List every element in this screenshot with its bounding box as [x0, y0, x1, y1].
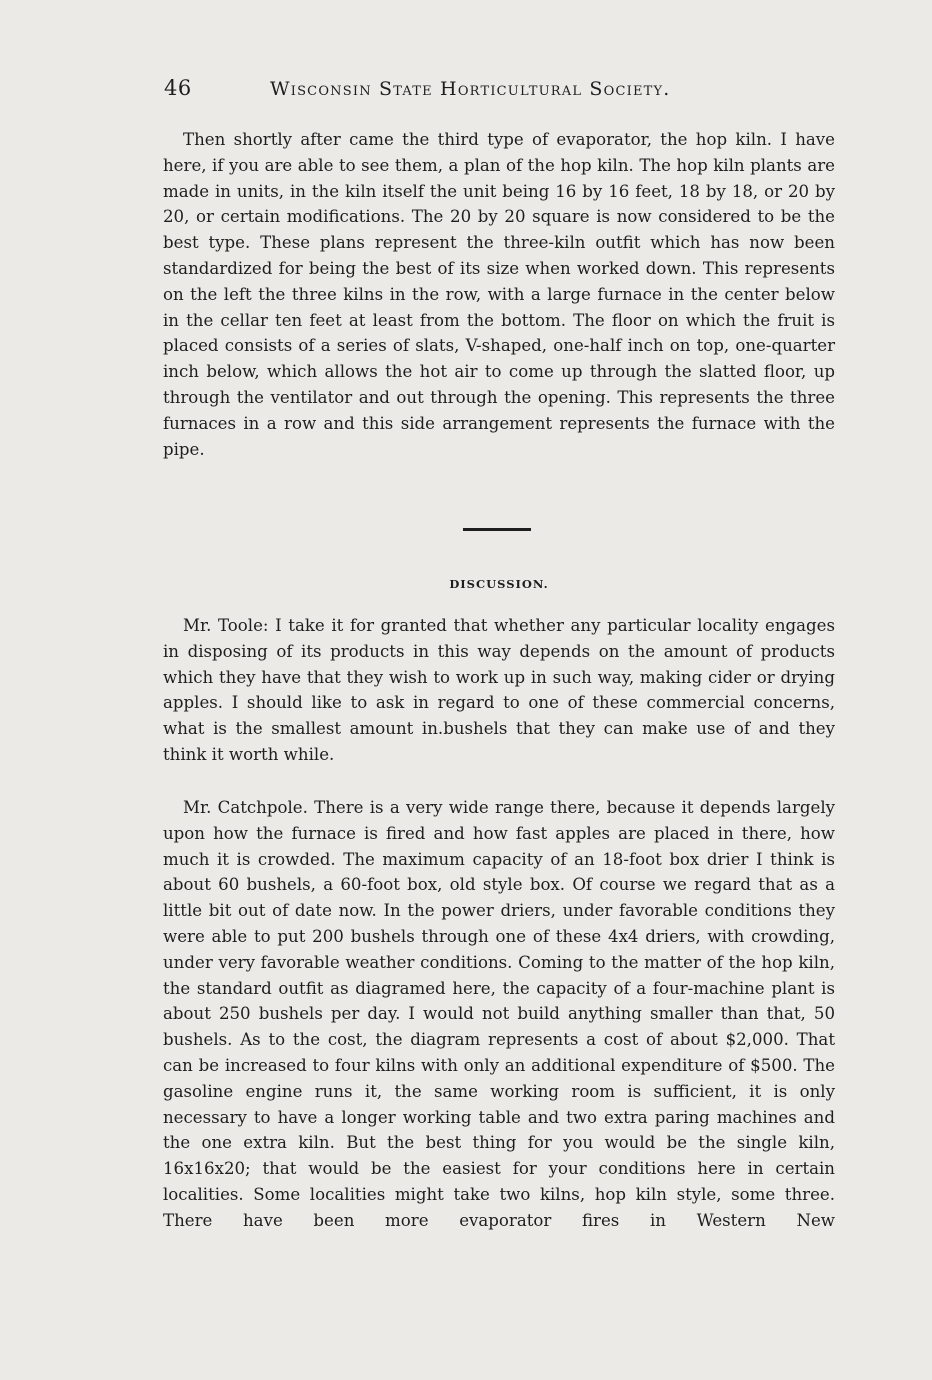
page-header — [164, 76, 836, 106]
page-number: 46 — [164, 76, 192, 100]
section-divider — [463, 528, 531, 531]
running-title: Wisconsin State Horticultural Society. — [270, 78, 671, 100]
discussion-paragraph-toole: Mr. Toole: I take it for granted that whether any particular locality engages in disposing of its products in this way depends on the amount of products which they have that they wish to work up in such way, making cider or drying apples. I should like to ask in regard to one of these commercial concerns, what is the smallest amount in.bushels that they can make use of and they think it worth while. — [163, 616, 835, 764]
intro-paragraph: Then shortly after came the third type of evaporator, the hop kiln. I have here, if you are able to see them, a plan of the hop kiln. The hop kiln plants are made in units, in the kiln itself the unit being 16 by 16 feet, 18 by 18, or 20 by 20, or certain modifications. The 20 by 20 square is now considered to be the best type. These plans represent the three-kiln outfit which has now been standardized for being the best of its size when worked down. This represents on the left the three kilns in the row, with a large furnace in the center below in the cellar ten feet at least from the bottom. The floor on which the fruit is placed consists of a series of slats, V-shaped, one-half inch on top, one-quarter inch below, which allows the hot air to come up through the slatted floor, up through the ventilator and out through the opening. This represents the three furnaces in a row and this side arrangement represents the furnace with the pipe. — [163, 130, 835, 459]
discussion-paragraph-catchpole: Mr. Catchpole. There is a very wide range there, because it depends largely upon how the furnace is fired and how fast apples are placed in there, how much it is crowded. The maximum capacity of an 18-foot box drier I think is about 60 bushels, a 60-foot box, old style box. Of course we regard that as a little bit out of date now. In the power driers, under favorable conditions they were able to put 200 bushels through one of these 4x4 driers, with crowding, under very favorable weather conditions. Coming to the matter of the hop kiln, the standard outfit as diagramed here, the capacity of a four-machine plant is about 250 bushels per day. I would not build anything smaller than that, 50 bushels. As to the cost, the diagram represents a cost of about $2,000. That can be increased to four kilns with only an additional expenditure of $500. The gasoline engine runs it, the same working room is sufficient, it is only necessary to have a longer working table and two extra paring machines and the one extra kiln. But the best thing for you would be the single kiln, 16x16x20; that would be the easiest for your conditions here in certain localities. Some localities might take two kilns, hop kiln style, some three. There have been more evaporator fires in Western New — [163, 798, 835, 1230]
discussion-heading: DISCUSSION. — [449, 577, 549, 591]
